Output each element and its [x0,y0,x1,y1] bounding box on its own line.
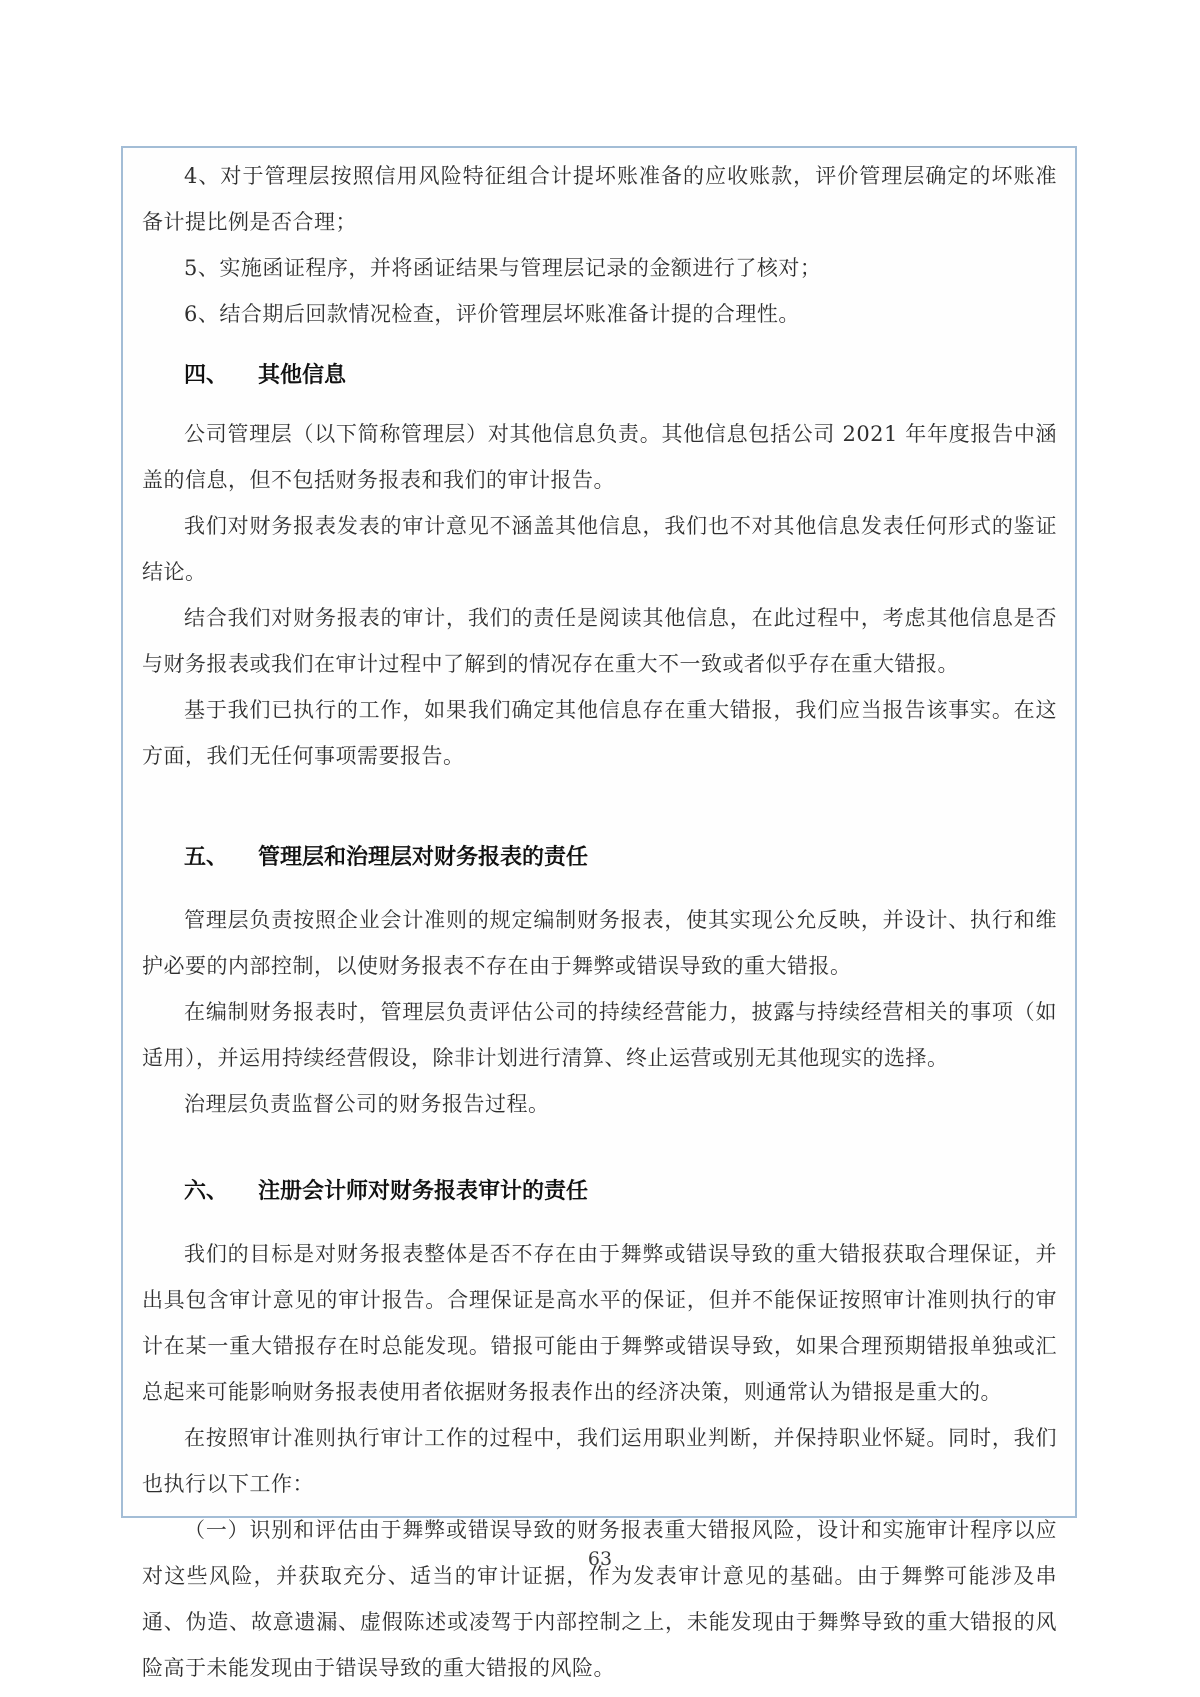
paragraph-other-info-3: 结合我们对财务报表的审计，我们的责任是阅读其他信息，在此过程中，考虑其他信息是否与财务报表或我们在审计过程中了解到的情况存在重大不一致或者似乎存在重大错报。 [142,606,1057,676]
paragraph-auditor-resp-3: （一）识别和评估由于舞弊或错误导致的财务报表重大错报风险，设计和实施审计程序以应对这些风险，并获取充分、适当的审计证据，作为发表审计意见的基础。由于舞弊可能涉及串通、伪造、故意遗漏、虚假陈述或凌驾于内部控制之上，未能发现由于舞弊导致的重大错报的风险高于未能发现由于错误导致的重大错报的风险。 [142,1518,1057,1680]
paragraph-other-info-1: 公司管理层（以下简称管理层）对其他信息负责。其他信息包括公司 2021 年年度报告中涵盖的信息，但不包括财务报表和我们的审计报告。 [142,422,1057,492]
paragraph-mgmt-resp-3: 治理层负责监督公司的财务报告过程。 [184,1092,550,1116]
paragraph-procedure-6: 6、结合期后回款情况检查，评价管理层坏账准备计提的合理性。 [184,302,800,326]
paragraph-other-info-2: 我们对财务报表发表的审计意见不涵盖其他信息，我们也不对其他信息发表任何形式的鉴证结论。 [142,514,1057,584]
section-title: 其他信息 [258,363,347,388]
section-number: 五、 [184,845,229,870]
section-number: 六、 [184,1179,229,1204]
page-number: 63 [587,1548,613,1570]
section-title: 管理层和治理层对财务报表的责任 [258,845,589,870]
section-title: 注册会计师对财务报表审计的责任 [258,1179,589,1204]
section-number: 四、 [184,363,229,388]
paragraph-mgmt-resp-2: 在编制财务报表时，管理层负责评估公司的持续经营能力，披露与持续经营相关的事项（如适用），并运用持续经营假设，除非计划进行清算、终止运营或别无其他现实的选择。 [142,1000,1057,1070]
paragraph-procedure-4: 4、对于管理层按照信用风险特征组合计提坏账准备的应收账款，评价管理层确定的坏账准备计提比例是否合理； [142,164,1057,234]
section-heading-other-information [142,359,1057,393]
section-heading-management-responsibility [142,841,1057,875]
section-heading-auditor-responsibility [142,1175,1057,1209]
paragraph-procedure-5: 5、实施函证程序，并将函证结果与管理层记录的金额进行了核对； [184,256,822,280]
paragraph-mgmt-resp-1: 管理层负责按照企业会计准则的规定编制财务报表，使其实现公允反映，并设计、执行和维护必要的内部控制，以使财务报表不存在由于舞弊或错误导致的重大错报。 [142,908,1057,978]
paragraph-auditor-resp-2: 在按照审计准则执行审计工作的过程中，我们运用职业判断，并保持职业怀疑。同时，我们也执行以下工作： [142,1426,1057,1496]
paragraph-other-info-4: 基于我们已执行的工作，如果我们确定其他信息存在重大错报，我们应当报告该事实。在这方面，我们无任何事项需要报告。 [142,698,1057,768]
paragraph-auditor-resp-1: 我们的目标是对财务报表整体是否不存在由于舞弊或错误导致的重大错报获取合理保证，并出具包含审计意见的审计报告。合理保证是高水平的保证，但并不能保证按照审计准则执行的审计在某一重大错报存在时总能发现。错报可能由于舞弊或错误导致，如果合理预期错报单独或汇总起来可能影响财务报表使用者依据财务报表作出的经济决策，则通常认为错报是重大的。 [142,1242,1057,1404]
